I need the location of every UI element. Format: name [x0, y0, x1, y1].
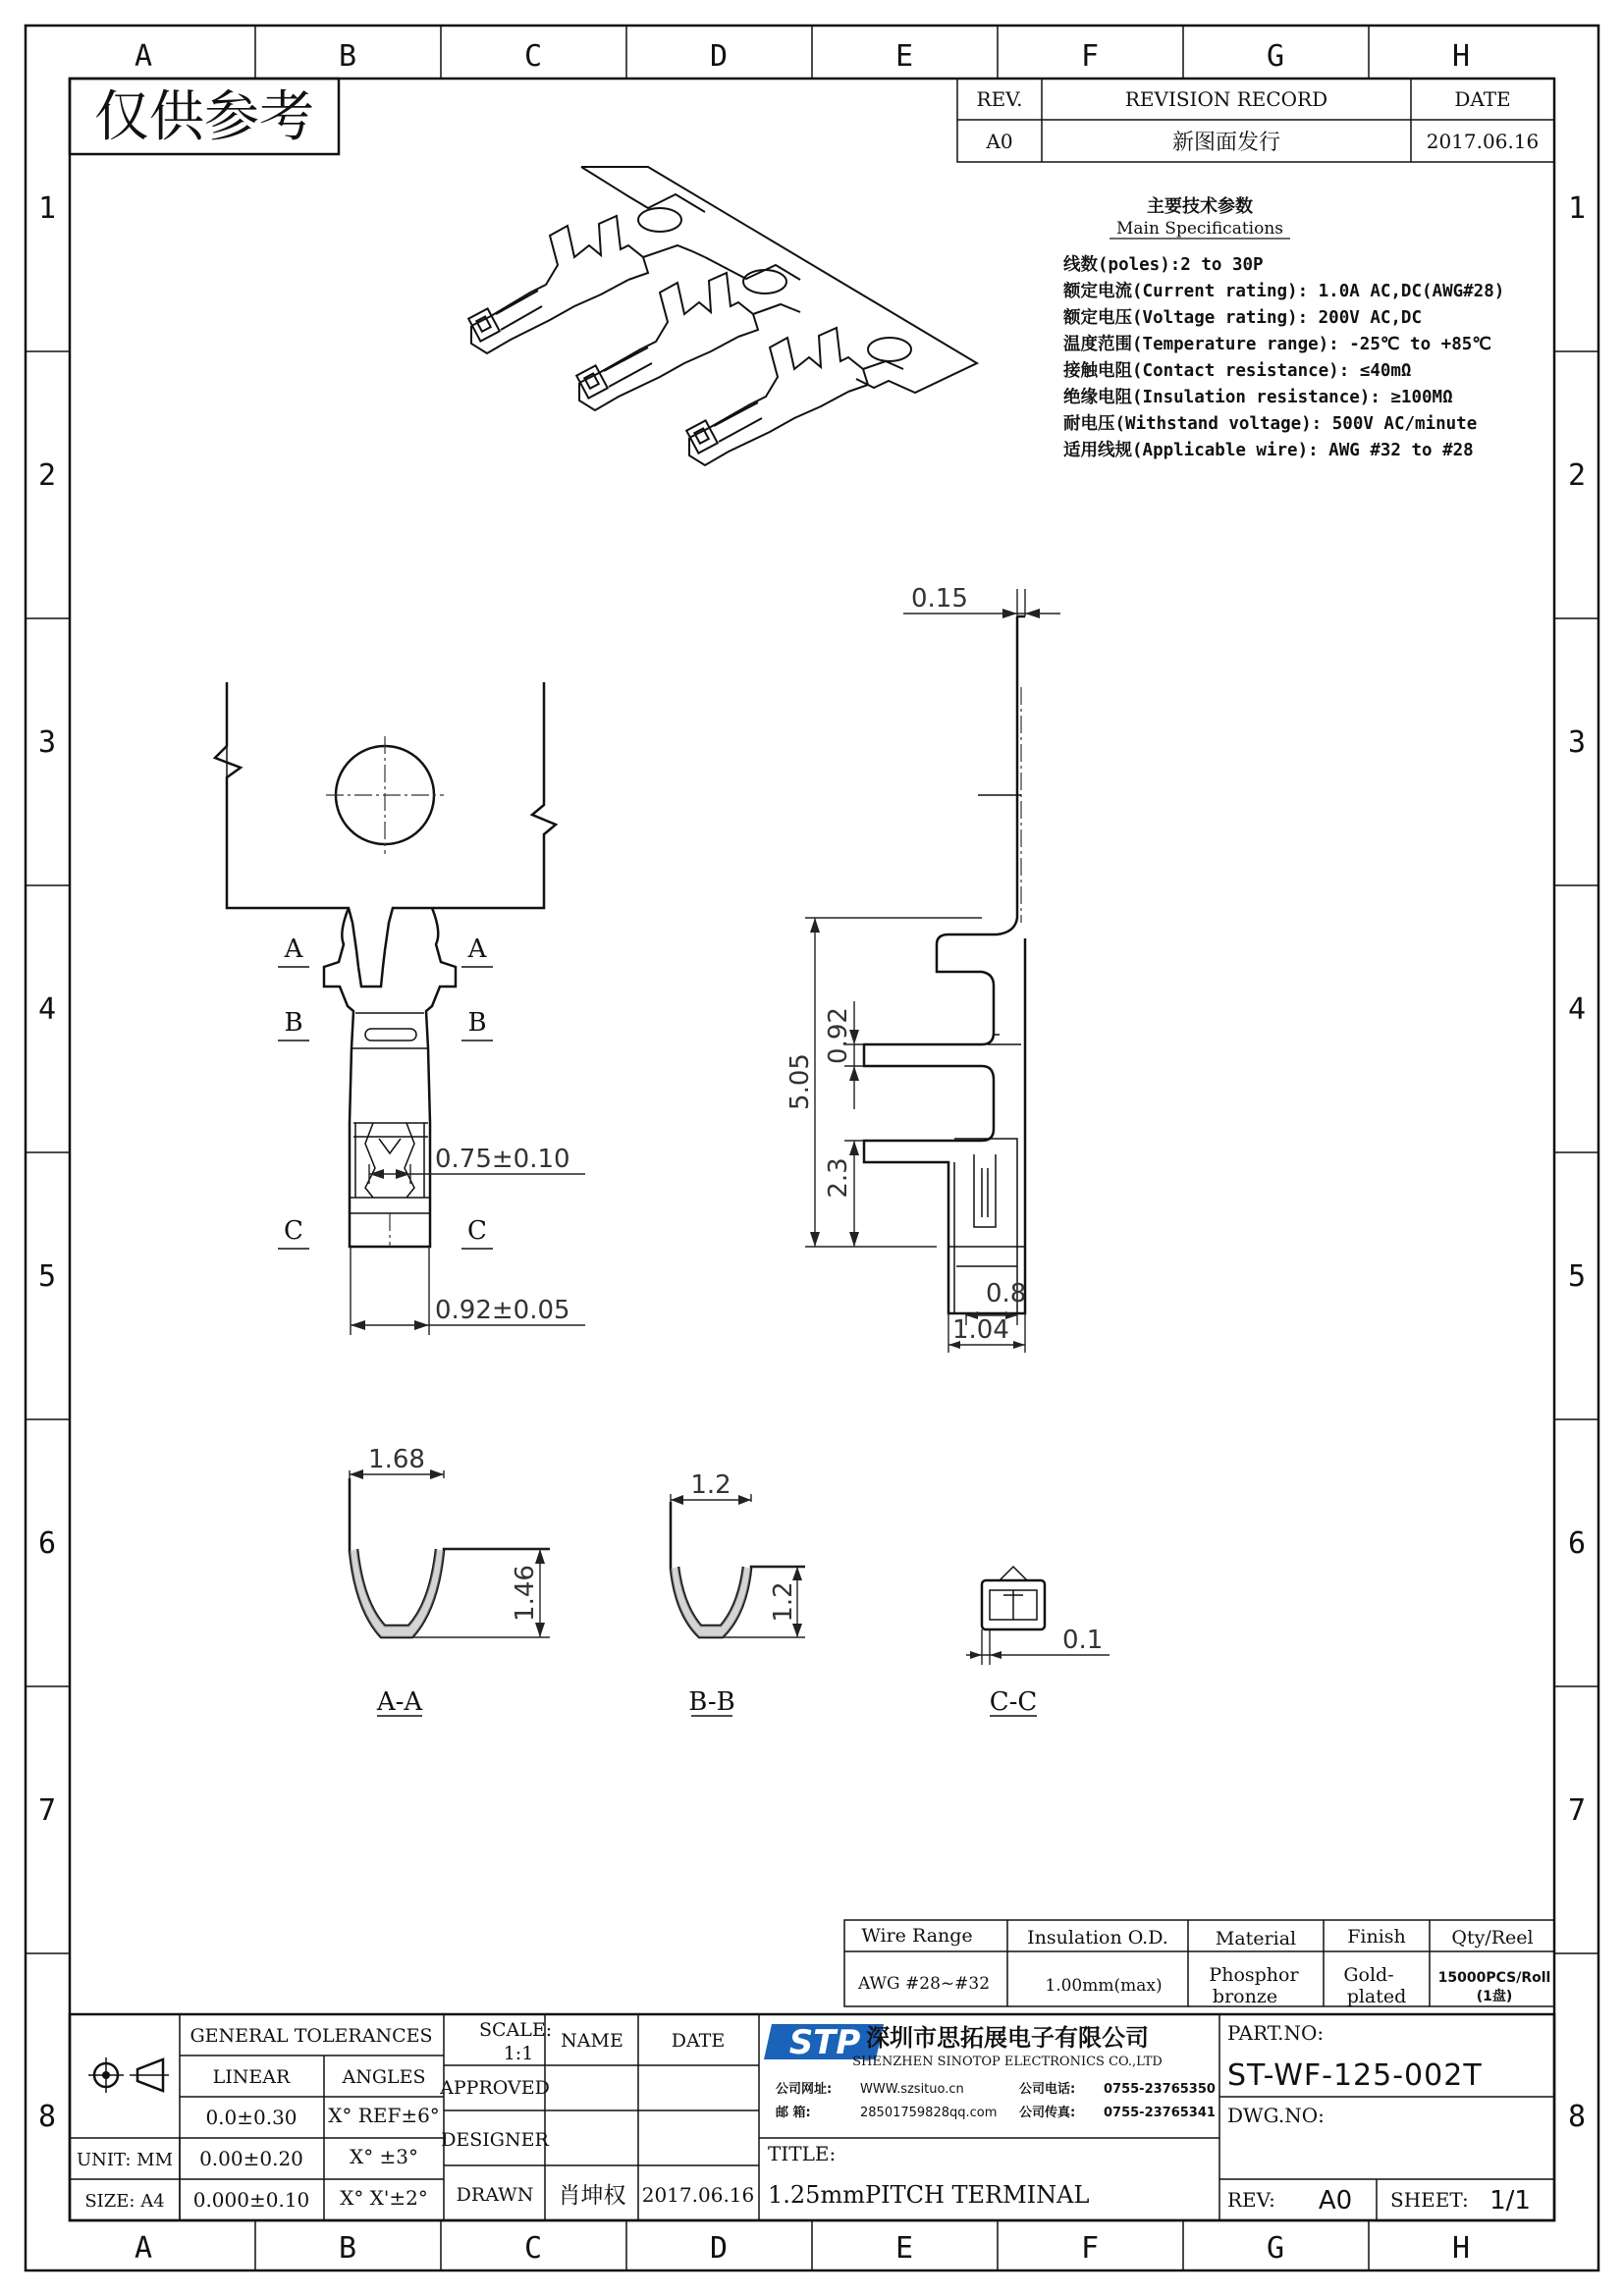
col-label-top: H: [1451, 39, 1471, 74]
section-c-c: [966, 1567, 1110, 1717]
section-a-a: [350, 1445, 550, 1717]
dim-length: 5.05: [785, 1053, 815, 1110]
revision-table: [957, 79, 1554, 162]
dim-tip-width: 0.75±0.10: [435, 1145, 570, 1174]
row-label-left: 3: [37, 725, 57, 760]
rev-label-tb: REV:: [1227, 2188, 1275, 2212]
dim-width-2: 1.04: [952, 1315, 1009, 1345]
spec-line: 接触电阻(Contact resistance): ≤40mΩ: [1063, 361, 1412, 381]
tel-value: 0755-23765350: [1104, 2082, 1216, 2097]
isometric-terminal-strip: [468, 167, 977, 465]
section-mark-a-right: A: [467, 934, 487, 964]
angle-tol-2: X° ±3°: [349, 2145, 419, 2168]
col-label-bottom: D: [709, 2231, 729, 2266]
general-tolerances: GENERAL TOLERANCES: [189, 2025, 433, 2047]
row-label-right: 5: [1567, 1259, 1587, 1294]
prop-header: Qty/Reel: [1451, 1927, 1534, 1949]
section-label-cc: C-C: [989, 1687, 1038, 1717]
fax-value: 0755-23765341: [1104, 2106, 1216, 2120]
specs-title-cn: 主要技术参数: [1147, 196, 1253, 217]
angle-tol-1: X° REF±6°: [328, 2104, 440, 2127]
prop-qty-2: (1盘): [1476, 1989, 1513, 2004]
angle-tol-3: X° X'±2°: [340, 2186, 428, 2210]
section-label-aa: A-A: [376, 1687, 423, 1717]
col-label-top: B: [338, 39, 357, 74]
mail-value: 28501759828qq.com: [860, 2106, 998, 2120]
prop-material-1: Phosphor: [1209, 1964, 1299, 1986]
col-label-bottom: C: [523, 2231, 543, 2266]
row-label-right: 6: [1567, 1526, 1587, 1561]
linear-tol-3: 0.000±0.10: [192, 2188, 310, 2212]
row-label-left: 1: [37, 191, 57, 226]
spec-line: 适用线规(Applicable wire): AWG #32 to #28: [1063, 441, 1474, 460]
dwg-no-label: DWG.NO:: [1227, 2104, 1325, 2127]
drawn-name: 肖坤权: [558, 2183, 626, 2209]
reference-stamp: 仅供参考: [94, 85, 314, 149]
linear-tol-2: 0.00±0.20: [199, 2147, 303, 2170]
prop-wire-range: AWG #28~#32: [857, 1974, 991, 1994]
prop-header: Insulation O.D.: [1027, 1927, 1168, 1949]
name-header: NAME: [561, 2030, 623, 2052]
logo-text: STP: [788, 2023, 861, 2062]
revision-record-value: 新图面发行: [1171, 131, 1281, 155]
prop-finish-2: plated: [1346, 1986, 1407, 2007]
prop-material-2: bronze: [1212, 1986, 1278, 2007]
company-name-cn: 深圳市思拓展电子有限公司: [866, 2024, 1149, 2052]
drawn-label: DRAWN: [456, 2184, 534, 2206]
row-label-right: 3: [1567, 725, 1587, 760]
linear-header: LINEAR: [212, 2066, 291, 2088]
section-mark-a-left: A: [284, 934, 303, 964]
row-label-left: 4: [37, 992, 57, 1027]
properties-table: [844, 1920, 1554, 2007]
specs-title-en: Main Specifications: [1115, 219, 1284, 239]
row-label-right: 2: [1567, 458, 1587, 493]
col-label-top: G: [1266, 39, 1285, 74]
main-specifications: [1062, 195, 1504, 460]
prop-qty-1: 15000PCS/Roll: [1437, 1970, 1551, 1986]
section-mark-b-right: B: [467, 1008, 487, 1038]
date-header-tb: DATE: [671, 2030, 726, 2052]
row-label-left: 7: [37, 1793, 57, 1828]
col-label-bottom: E: [894, 2231, 914, 2266]
col-label-top: A: [134, 39, 153, 74]
size-label: SIZE: A4: [84, 2191, 165, 2212]
projection-symbol-icon: [88, 2057, 169, 2093]
drawing-title: 1.25mmPITCH TERMINAL: [768, 2181, 1090, 2209]
rev-value: A0: [986, 130, 1013, 153]
dim-bb-height: 1.2: [769, 1581, 798, 1623]
rev-value-tb: A0: [1318, 2186, 1353, 2216]
fax-label: 公司传真:: [1019, 2106, 1076, 2120]
dim-cc-thickness: 0.1: [1062, 1626, 1104, 1655]
spec-line: 温度范围(Temperature range): -25℃ to +85℃: [1063, 335, 1491, 354]
part-number: ST-WF-125-002T: [1227, 2058, 1483, 2093]
dim-aa-height: 1.46: [511, 1565, 540, 1622]
row-label-left: 2: [37, 458, 57, 493]
sheet-value: 1/1: [1489, 2186, 1531, 2216]
dim-width-1: 0.8: [986, 1279, 1027, 1308]
dim-gap-2: 2.3: [824, 1157, 853, 1199]
dim-body-width: 0.92±0.05: [435, 1296, 570, 1325]
rev-header: REV.: [976, 87, 1023, 111]
col-label-bottom: F: [1080, 2231, 1100, 2266]
spec-line: 绝缘电阻(Insulation resistance): ≥100MΩ: [1063, 388, 1453, 407]
section-mark-b-left: B: [284, 1008, 303, 1038]
col-label-top: E: [894, 39, 914, 74]
terminal-side-view: [785, 584, 1060, 1353]
row-label-left: 8: [37, 2100, 57, 2134]
col-label-top: C: [523, 39, 543, 74]
dim-aa-width: 1.68: [368, 1445, 425, 1474]
spec-line: 额定电压(Voltage rating): 200V AC,DC: [1063, 308, 1423, 328]
date-value: 2017.06.16: [1426, 130, 1540, 153]
col-label-top: D: [709, 39, 729, 74]
prop-insulation: 1.00mm(max): [1045, 1976, 1163, 1996]
web-label: 公司网址:: [776, 2082, 833, 2097]
section-mark-c-left: C: [284, 1216, 303, 1246]
row-label-left: 6: [37, 1526, 57, 1561]
row-label-right: 8: [1567, 2100, 1587, 2134]
mail-label: 邮 箱:: [776, 2106, 811, 2120]
row-dividers: [26, 351, 1598, 1953]
scale-value: 1:1: [503, 2043, 534, 2064]
angles-header: ANGLES: [342, 2066, 426, 2088]
prop-header: Finish: [1347, 1926, 1406, 1948]
row-label-left: 5: [37, 1259, 57, 1294]
unit-label: UNIT: MM: [76, 2150, 174, 2170]
section-mark-c-right: C: [467, 1216, 487, 1246]
prop-finish-1: Gold-: [1343, 1964, 1394, 1986]
col-label-bottom: H: [1451, 2231, 1471, 2266]
title-block: [70, 2014, 1554, 2220]
prop-header: Material: [1215, 1928, 1297, 1949]
col-label-bottom: G: [1266, 2231, 1285, 2266]
section-b-b: [671, 1470, 805, 1717]
designer-label: DESIGNER: [441, 2129, 549, 2151]
scale-label: SCALE:: [479, 2019, 553, 2041]
tel-label: 公司电话:: [1019, 2082, 1076, 2097]
date-header: DATE: [1454, 87, 1511, 111]
part-no-label: PART.NO:: [1227, 2021, 1325, 2045]
web-value: WWW.szsituo.cn: [860, 2082, 964, 2097]
dim-thickness: 0.15: [911, 584, 968, 614]
terminal-front-view: [212, 682, 585, 1335]
linear-tol-1: 0.0±0.30: [205, 2106, 298, 2129]
title-label: TITLE:: [768, 2142, 837, 2165]
col-label-bottom: B: [338, 2231, 357, 2266]
col-label-top: F: [1080, 39, 1100, 74]
company-name-en: SHENZHEN SINOTOP ELECTRONICS CO.,LTD: [852, 2055, 1163, 2069]
spec-line: 额定电流(Current rating): 1.0A AC,DC(AWG#28): [1063, 282, 1505, 301]
spec-line: 线数(poles):2 to 30P: [1063, 255, 1264, 275]
sheet-label: SHEET:: [1390, 2188, 1469, 2212]
row-label-right: 7: [1567, 1793, 1587, 1828]
dim-gap-1: 0.92: [824, 1007, 853, 1064]
row-label-right: 4: [1567, 992, 1587, 1027]
col-label-bottom: A: [134, 2231, 153, 2266]
dim-bb-width: 1.2: [690, 1470, 731, 1500]
section-label-bb: B-B: [688, 1687, 735, 1717]
spec-line: 耐电压(Withstand voltage): 500V AC/minute: [1063, 414, 1478, 434]
prop-header: Wire Range: [861, 1925, 973, 1947]
revision-record-header: REVISION RECORD: [1124, 87, 1328, 111]
approved-label: APPROVED: [440, 2077, 550, 2099]
row-label-right: 1: [1567, 191, 1587, 226]
drawn-date: 2017.06.16: [641, 2183, 755, 2207]
